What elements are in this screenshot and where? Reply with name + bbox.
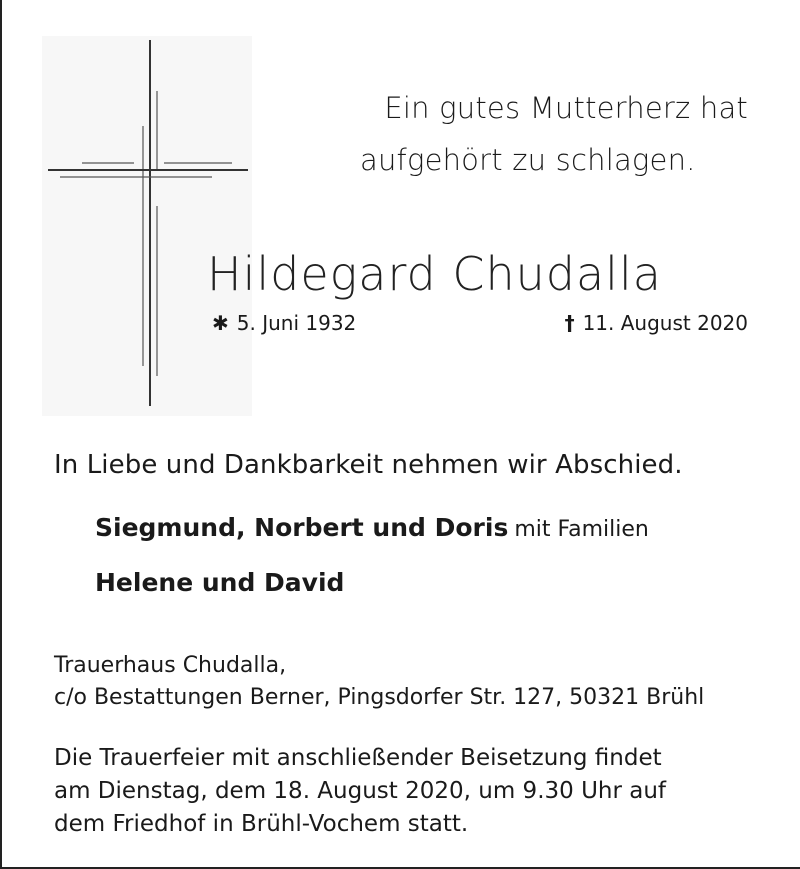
deceased-name: Hildegard Chudalla [207,247,662,301]
christian-cross-icon [42,36,252,416]
death-date: 11. August 2020 [582,311,748,335]
birth-date: 5. Juni 1932 [236,311,357,335]
quote-line-2: aufgehört zu schlagen. [360,143,696,177]
farewell-text: In Liebe und Dankbarkeit nehmen wir Abschied. [54,450,683,480]
birth-date-line [212,311,356,335]
family-line-1 [95,513,649,542]
address-line-1: Trauerhaus Chudalla, [54,653,287,678]
address-line-2: c/o Bestattungen Berner, Pingsdorfer Str. 127, 50321 Brühl [54,685,705,710]
family-suffix: mit Familien [514,517,649,542]
asterisk-icon: ✱ [212,311,229,335]
death-date-line [565,311,748,335]
service-line-2: am Dienstag, dem 18. August 2020, um 9.30 Uhr auf [54,778,667,804]
family-line-2: Helene und David [95,568,345,597]
service-line-1: Die Trauerfeier mit anschließender Beisetzung findet [54,745,662,771]
family-names-1: Siegmund, Norbert und Doris [95,513,509,542]
service-line-3: dem Friedhof in Brühl-Vochem statt. [54,811,469,837]
dagger-icon: † [564,311,575,335]
quote-line-1: Ein gutes Mutterherz hat [384,91,748,125]
